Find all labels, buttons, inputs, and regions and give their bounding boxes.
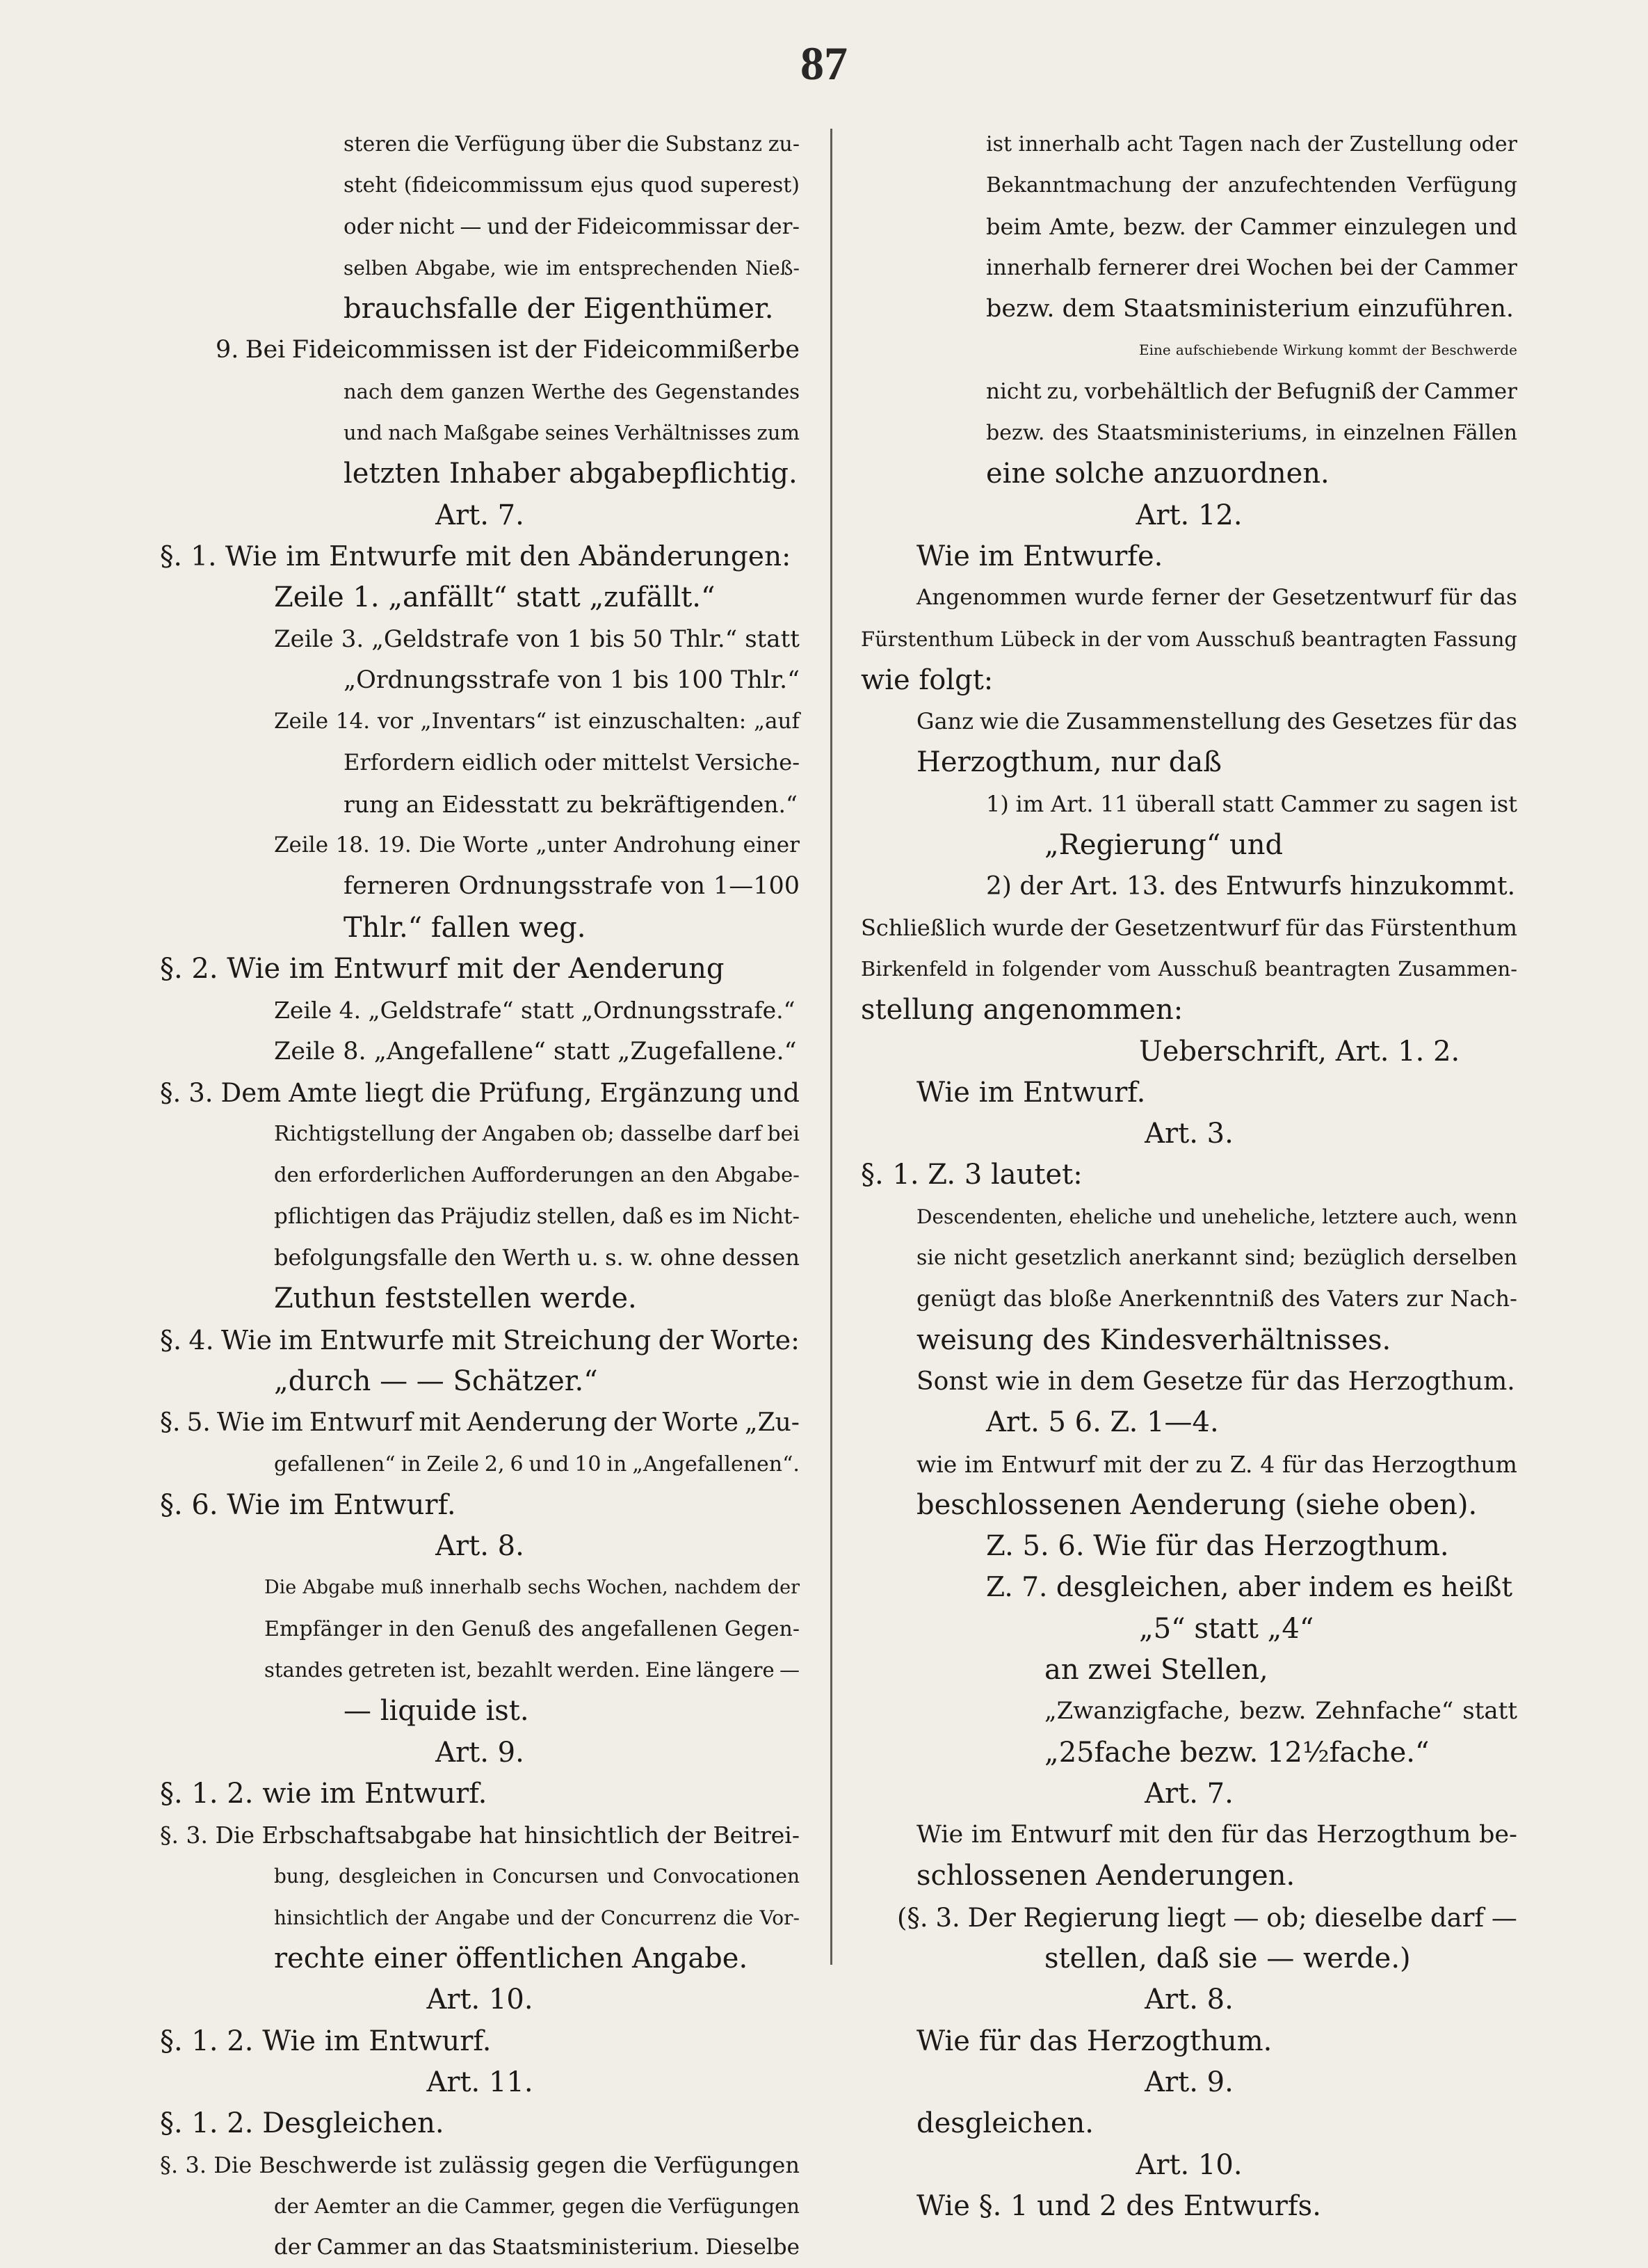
right-column-line-text: stellung angenommen:	[861, 994, 1184, 1027]
right-column-line	[861, 1938, 1517, 1979]
left-column-line-text: Art. 10.	[426, 1984, 533, 2016]
left-column-line	[160, 1155, 800, 1196]
left-column-line-text: selben Abgabe, wie im entsprechenden Nieß-	[344, 256, 800, 280]
left-column-line-text: Zeile 8. „Angefallene“ statt „Zugefallene.“	[274, 1037, 797, 1065]
right-column-line	[861, 495, 1517, 536]
left-column-line-text: Thlr.“ fallen weg.	[344, 911, 586, 944]
right-column-line-text: Wie im Entwurf mit den für das Herzogthum be-	[916, 1821, 1517, 1849]
left-column-line	[160, 330, 800, 371]
right-column-line-text: Art. 7.	[1145, 1777, 1234, 1810]
left-column-line-text: §. 1. 2. Wie im Entwurf.	[160, 2025, 492, 2057]
left-column-line-text: Art. 7.	[435, 499, 524, 531]
left-column-line	[160, 1320, 800, 1361]
right-column-line-text: eine solche anzuordnen.	[986, 458, 1330, 490]
right-column-line-text: „Zwanzigfache, bezw. Zehnfache“ statt	[1044, 1697, 1517, 1726]
left-column-line-text: Richtigstellung der Angaben ob; dasselbe darf bei	[274, 1122, 800, 1147]
left-column-line	[160, 784, 800, 825]
right-column-line-text: Ganz wie die Zusammenstellung des Gesetzes für das	[916, 708, 1517, 735]
left-column-line	[160, 990, 800, 1031]
right-column-line	[861, 949, 1517, 990]
left-column-line-text: standes getreten ist, bezahlt werden. Eine längere —	[264, 1657, 800, 1682]
left-column-line-text: letzten Inhaber abgabepflichtig.	[344, 458, 798, 490]
right-column-line	[861, 908, 1517, 949]
left-column-line-text: Zeile 1. „anfällt“ statt „zufällt.“	[274, 581, 716, 614]
right-column-line	[861, 1979, 1517, 2020]
left-column	[160, 124, 800, 2260]
left-column-line-text: §. 1. 2. wie im Entwurf.	[160, 1777, 487, 1810]
right-column-line	[861, 371, 1517, 412]
right-column-line-text: Art. 5 6. Z. 1—4.	[986, 1406, 1219, 1439]
left-column-line	[160, 1650, 800, 1691]
left-column-line	[160, 1691, 800, 1732]
right-column-line-text: Ueberschrift, Art. 1. 2.	[1139, 1035, 1460, 1068]
right-column-line	[861, 330, 1517, 371]
left-column-line-text: befolgungsfalle den Werth u. s. w. ohne dessen	[274, 1244, 800, 1271]
left-column-line-text: pflichtigen das Präjudiz stellen, daß es im Nicht-	[274, 1203, 800, 1229]
right-column-line	[861, 2186, 1517, 2227]
left-column-line	[160, 2062, 800, 2103]
left-column-line	[160, 1856, 800, 1897]
right-column-line-text: desgleichen.	[916, 2107, 1094, 2140]
left-column-line-text: Art. 11.	[426, 2066, 533, 2098]
left-column-line-text: Empfänger in den Genuß des angefallenen Gegen-	[264, 1616, 800, 1641]
right-column-line-text: (§. 3. Der Regierung liegt — ob; dieselbe darf —	[897, 1902, 1517, 1933]
right-column-line	[861, 619, 1517, 660]
left-column-line-text: steht (fideicommissum ejus quod superest)	[344, 173, 800, 198]
right-column-line	[861, 2145, 1517, 2186]
right-column-line	[861, 536, 1517, 577]
left-column-line	[160, 1196, 800, 1237]
right-column-line-text: beschlossenen Aenderung (siehe oben).	[916, 1488, 1478, 1521]
left-column-line-text: §. 3. Die Erbschaftsabgabe hat hinsichtlich der Beitrei-	[160, 1821, 800, 1849]
right-column-line	[861, 1320, 1517, 1361]
right-column-line	[861, 453, 1517, 494]
left-column-line	[160, 1113, 800, 1155]
right-column-line	[861, 1444, 1517, 1485]
left-column-line	[160, 2103, 800, 2144]
left-column-line	[160, 1361, 800, 1402]
left-column-line-text: §. 3. Dem Amte liegt die Prüfung, Ergänzung und	[160, 1077, 800, 1108]
right-column-line	[861, 1691, 1517, 1732]
left-column-line	[160, 1444, 800, 1485]
left-column-line-text: rung an Eidesstatt zu bekräftigenden.“	[344, 790, 798, 818]
right-column-line	[861, 825, 1517, 866]
left-column-line	[160, 2145, 800, 2186]
right-column-line	[861, 1856, 1517, 1897]
right-column-line	[861, 1155, 1517, 1196]
right-column-line-text: nicht zu, vorbehältlich der Befugniß der Cammer	[986, 378, 1517, 404]
left-column-line	[160, 742, 800, 783]
left-column-line	[160, 453, 800, 494]
right-column-line	[861, 1774, 1517, 1815]
right-column-line-text: Art. 8.	[1145, 1984, 1234, 2016]
right-column-line-text: schlossenen Aenderungen.	[916, 1860, 1295, 1892]
right-column-line-text: bezw. dem Staatsministerium einzuführen.	[986, 295, 1514, 323]
left-column-line-text: der Cammer an das Staatsministerium. Dieselbe	[274, 2235, 800, 2260]
left-column-line-text: nach dem ganzen Werthe des Gegenstandes	[344, 379, 800, 403]
right-column-line	[861, 248, 1517, 289]
right-column-line-text: weisung des Kindesverhältnisses.	[916, 1324, 1391, 1356]
right-column-line	[861, 1031, 1517, 1072]
left-column-line	[160, 619, 800, 660]
left-column-line	[160, 1609, 800, 1650]
left-column-line-text: „Ordnungsstrafe von 1 bis 100 Thlr.“	[344, 666, 800, 694]
left-column-line-text: Zeile 4. „Geldstrafe“ statt „Ordnungsstrafe.“	[274, 997, 795, 1024]
left-column-line-text: Zuthun feststellen werde.	[274, 1282, 637, 1315]
right-column-line	[861, 742, 1517, 783]
left-column-line	[160, 371, 800, 412]
left-column-line-text: Zeile 18. 19. Die Worte „unter Androhung einer	[274, 833, 800, 858]
left-column-line-text: Die Abgabe muß innerhalb sechs Wochen, nachdem der	[264, 1577, 800, 1599]
right-column-line-text: §. 1. Z. 3 lautet:	[861, 1159, 1083, 1191]
left-column-line	[160, 825, 800, 866]
left-column-line-text: steren die Verfügung über die Substanz zu-	[344, 132, 800, 156]
right-column-line	[861, 2103, 1517, 2144]
left-column-line	[160, 289, 800, 330]
left-column-line-text: hinsichtlich der Angabe und der Concurrenz die Vor-	[274, 1906, 800, 1929]
right-column-line	[861, 784, 1517, 825]
right-column-line	[861, 1113, 1517, 1155]
left-column-line-text: bung, desgleichen in Concursen und Convocationen	[274, 1865, 800, 1888]
left-column-line-text: Art. 8.	[435, 1530, 524, 1563]
left-column-line	[160, 1278, 800, 1319]
right-column-line-text: sie nicht gesetzlich anerkannt sind; bezüglich derselben	[916, 1246, 1517, 1271]
right-column-line-text: 1) im Art. 11 überall statt Cammer zu sagen ist	[986, 790, 1517, 817]
right-column-line-text: Sonst wie in dem Gesetze für das Herzogthum.	[916, 1367, 1515, 1396]
left-column-line-text: und nach Maßgabe seines Verhältnisses zum	[344, 421, 800, 445]
left-column-line-text: gefallenen“ in Zeile 2, 6 und 10 in „Angefallenen“.	[274, 1451, 800, 1477]
left-column-line	[160, 495, 800, 536]
right-column-line	[861, 1815, 1517, 1856]
right-column-line	[861, 124, 1517, 165]
left-column-line	[160, 1979, 800, 2020]
right-column-line-text: Wie §. 1 und 2 des Entwurfs.	[916, 2189, 1321, 2222]
left-column-line-text: den erforderlichen Aufforderungen an den Abgabe-	[274, 1163, 800, 1187]
left-column-line	[160, 165, 800, 206]
right-column-line-text: Herzogthum, nur daß	[916, 746, 1222, 779]
left-column-line	[160, 1938, 800, 1979]
left-column-line	[160, 1072, 800, 1113]
left-column-line-text: — liquide ist.	[344, 1695, 529, 1728]
right-column-line-text: Schließlich wurde der Gesetzentwurf für das Fürstenthum	[861, 914, 1517, 941]
right-column-line	[861, 1732, 1517, 1774]
left-column-line-text: Art. 9.	[435, 1736, 524, 1769]
left-column-line-text: §. 4. Wie im Entwurfe mit Streichung der Worte:	[160, 1324, 800, 1356]
left-column-line-text: oder nicht — und der Fideicommissar der-	[344, 214, 800, 239]
right-column-line-text: innerhalb fernerer drei Wochen bei der Cammer	[986, 255, 1517, 280]
right-column-line	[861, 1072, 1517, 1113]
right-column-line-text: wie folgt:	[861, 663, 994, 696]
right-column-line-text: Art. 10.	[1136, 2148, 1243, 2181]
right-column-line	[861, 1237, 1517, 1278]
right-column-line	[861, 165, 1517, 206]
left-column-line	[160, 660, 800, 701]
left-column-line-text: §. 6. Wie im Entwurf.	[160, 1488, 456, 1521]
left-column-line-text: Zeile 3. „Geldstrafe von 1 bis 50 Thlr.“ statt	[274, 625, 800, 653]
right-column-line	[861, 2062, 1517, 2103]
left-column-line-text: §. 5. Wie im Entwurf mit Aenderung der Worte „Zu-	[160, 1408, 800, 1438]
right-column-line-text: Eine aufschiebende Wirkung kommt der Beschwerde	[1139, 341, 1517, 359]
right-column-line	[861, 1361, 1517, 1402]
right-column-line-text: „25fache bezw. 12½fache.“	[1044, 1736, 1430, 1769]
right-column-line-text: 2) der Art. 13. des Entwurfs hinzukommt.	[986, 872, 1516, 901]
left-column-line	[160, 536, 800, 577]
left-column-line	[160, 908, 800, 949]
left-column-line-text: „durch — — Schätzer.“	[274, 1365, 598, 1397]
left-column-line-text: brauchsfalle der Eigenthümer.	[344, 293, 774, 325]
right-column-line	[861, 1650, 1517, 1691]
right-column-line-text: Wie im Entwurf.	[916, 1076, 1146, 1109]
right-column-line-text: an zwei Stellen,	[1044, 1653, 1268, 1686]
right-column	[861, 124, 1517, 2222]
page-number: 87	[800, 37, 848, 90]
right-column-line-text: Art. 9.	[1145, 2066, 1234, 2098]
left-column-line	[160, 248, 800, 289]
left-column-line-text: §. 1. 2. Desgleichen.	[160, 2107, 444, 2140]
right-column-line-text: Birkenfeld in folgender vom Ausschuß beantragten Zusammen-	[861, 956, 1517, 981]
left-column-line	[160, 1237, 800, 1278]
left-column-line	[160, 1815, 800, 1856]
right-column-line	[861, 1278, 1517, 1319]
left-column-line	[160, 1402, 800, 1443]
right-column-line	[861, 412, 1517, 453]
left-column-line	[160, 866, 800, 907]
left-column-line-text: §. 1. Wie im Entwurfe mit den Abänderungen:	[160, 540, 791, 572]
left-column-line	[160, 949, 800, 990]
right-column-line-text: beim Amte, bezw. der Cammer einzulegen und	[986, 213, 1517, 240]
right-column-line-text: „Regierung“ und	[1044, 829, 1284, 862]
left-column-line-text: ferneren Ordnungsstrafe von 1—100	[344, 872, 800, 901]
right-column-line	[861, 577, 1517, 618]
right-column-line-text: Angenommen wurde ferner der Gesetzentwurf für das	[916, 585, 1517, 611]
right-column-line	[861, 990, 1517, 1031]
right-column-line-text: ist innerhalb acht Tagen nach der Zustellung oder	[986, 132, 1517, 156]
right-column-line-text: Descendenten, eheliche und uneheliche, letztere auch, wenn	[916, 1205, 1517, 1228]
right-column-line	[861, 1526, 1517, 1567]
right-column-line	[861, 207, 1517, 248]
right-column-line	[861, 1196, 1517, 1237]
left-column-line	[160, 1732, 800, 1774]
right-column-line	[861, 1485, 1517, 1526]
right-column-line	[861, 866, 1517, 907]
left-column-line-text: rechte einer öffentlichen Angabe.	[274, 1943, 748, 1975]
left-column-line	[160, 1774, 800, 1815]
right-column-line-text: bezw. des Staatsministeriums, in einzelnen Fällen	[986, 421, 1517, 446]
right-column-line	[861, 1402, 1517, 1443]
left-column-line	[160, 2186, 800, 2227]
left-column-line	[160, 412, 800, 453]
right-column-line-text: wie im Entwurf mit der zu Z. 4 für das Herzogthum	[916, 1450, 1517, 1478]
left-column-line	[160, 1485, 800, 1526]
left-column-line-text: der Aemter an die Cammer, gegen die Verfügungen	[274, 2194, 800, 2218]
left-column-line	[160, 577, 800, 618]
left-column-line-text: §. 3. Die Beschwerde ist zulässig gegen die Verfügungen	[160, 2151, 800, 2178]
left-column-line-text: 9. Bei Fideicommissen ist der Fideicommißerbe	[216, 336, 800, 364]
left-column-line-text: Zeile 14. vor „Inventars“ ist einzuschalten: „auf	[274, 709, 800, 734]
left-column-line	[160, 124, 800, 165]
right-column-line	[861, 701, 1517, 742]
left-column-line	[160, 2227, 800, 2268]
right-column-line	[861, 660, 1517, 701]
left-column-line-text: §. 2. Wie im Entwurf mit der Aenderung	[160, 952, 725, 985]
right-column-line-text: Art. 12.	[1136, 499, 1243, 531]
right-column-line	[861, 1567, 1517, 1608]
right-column-line-text: Z. 7. desgleichen, aber indem es heißt	[986, 1572, 1513, 1604]
right-column-line	[861, 289, 1517, 330]
right-column-line-text: Fürstenthum Lübeck in der vom Ausschuß beantragten Fassung	[861, 627, 1517, 651]
column-divider	[830, 129, 832, 1965]
right-column-line-text: Z. 5. 6. Wie für das Herzogthum.	[986, 1530, 1449, 1563]
right-column-line-text: Art. 3.	[1145, 1118, 1234, 1150]
right-column-line	[861, 2021, 1517, 2062]
right-column-line-text: „5“ statt „4“	[1139, 1612, 1314, 1645]
right-column-line-text: Bekanntmachung der anzufechtenden Verfügung	[986, 173, 1517, 198]
right-column-line-text: Wie im Entwurfe.	[916, 540, 1163, 572]
right-column-line-text: genügt das bloße Anerkenntniß des Vaters zur Nach-	[916, 1285, 1517, 1312]
left-column-line	[160, 2021, 800, 2062]
left-column-line	[160, 1526, 800, 1567]
right-column-line-text: stellen, daß sie — werde.)	[1044, 1943, 1411, 1975]
left-column-line	[160, 207, 800, 248]
right-column-line	[861, 1897, 1517, 1938]
right-column-line-text: Wie für das Herzogthum.	[916, 2025, 1273, 2057]
left-column-line	[160, 1031, 800, 1072]
left-column-line	[160, 701, 800, 742]
left-column-line-text: Erfordern eidlich oder mittelst Versiche-	[344, 749, 800, 776]
right-column-line	[861, 1609, 1517, 1650]
left-column-line	[160, 1567, 800, 1608]
left-column-line	[160, 1897, 800, 1938]
